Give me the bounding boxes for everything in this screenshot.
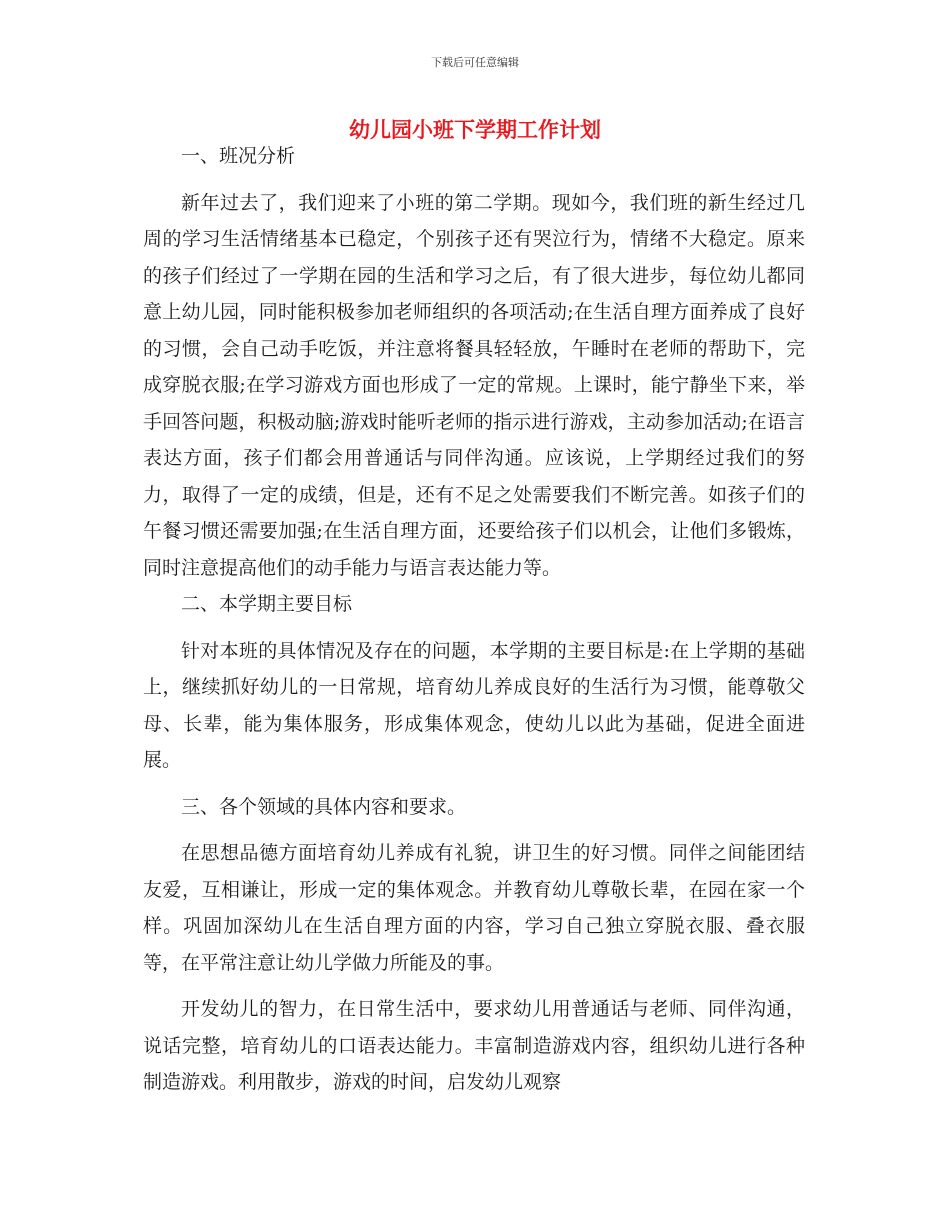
document-body <box>143 138 805 1101</box>
paragraph: 针对本班的具体情况及存在的问题，本学期的主要目标是:在上学期的基础上，继续抓好幼儿的一日常规，培育幼儿养成良好的生活行为习惯，能尊敬父母、长辈，能为集体服务，形成集体观念，使幼儿以此为基础，促进全面进展。 <box>143 639 805 771</box>
section-heading: 三、各个领域的具体内容和要求。 <box>181 795 467 818</box>
paragraph: 开发幼儿的智力，在日常生活中，要求幼儿用普通话与老师、同伴沟通，说话完整，培育幼儿的口语表达能力。丰富制造游戏内容，组织幼儿进行各种制造游戏。利用散步，游戏的时间，启发幼儿观察 <box>143 998 805 1093</box>
header-note: 下载后可任意编辑 <box>431 56 519 69</box>
section-heading: 一、班况分析 <box>181 145 296 167</box>
paragraph: 在思想品德方面培育幼儿养成有礼貌，讲卫生的好习惯。同伴之间能团结友爱，互相谦让，形成一定的集体观念。并教育幼儿尊敬长辈，在园在家一个样。巩固加深幼儿在生活自理方面的内容，学习自己独立穿脱衣服、叠衣服等，在平常注意让幼儿学做力所能及的事。 <box>143 842 805 974</box>
document-title: 幼儿园小班下学期工作计划 <box>349 118 601 142</box>
section-heading: 二、本学期主要目标 <box>181 593 353 615</box>
paragraph: 新年过去了，我们迎来了小班的第二学期。现如今，我们班的新生经过几周的学习生活情绪基本已稳定，个别孩子还有哭泣行为，情绪不大稳定。原来的孩子们经过了一学期在园的生活和学习之后，有了很大进步，每位幼儿都同意上幼儿园，同时能积极参加老师组织的各项活动;在生活自理方面养成了良好的习惯，会自己动手吃饭，并注意将餐具轻轻放，午睡时在老师的帮助下，完成穿脱衣服;在学习游戏方面也形成了一定的常规。上课时，能宁静坐下来，举手回答问题，积极动脑;游戏时能听老师的指示进行游戏，主动参加活动;在语言表达方面，孩子们都会用普通话与同伴沟通。应该说，上学期经过我们的努力，取得了一定的成绩，但是，还有不足之处需要我们不断完善。如孩子们的午餐习惯还需要加强;在生活自理方面，还要给孩子们以机会，让他们多锻炼，同时注意提高他们的动手能力与语言表达能力等。 <box>143 191 805 579</box>
